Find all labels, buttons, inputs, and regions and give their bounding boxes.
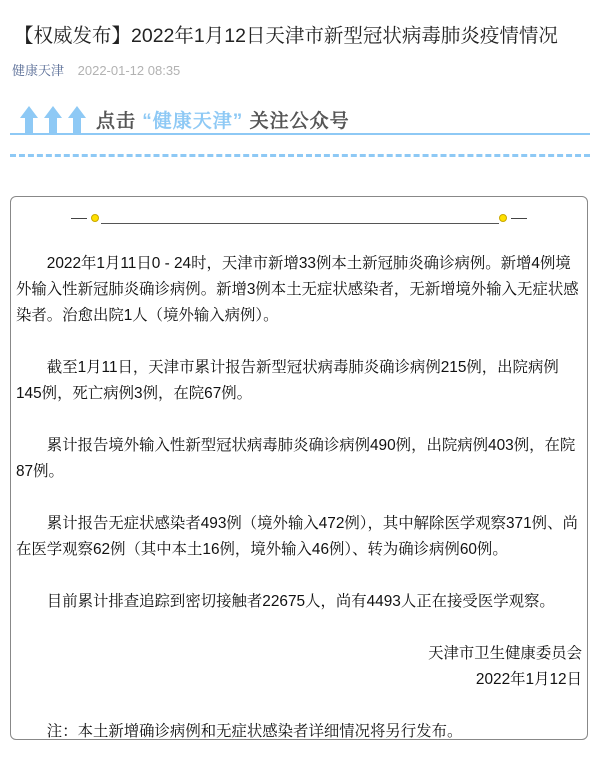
follow-prompt [96, 106, 350, 133]
dashed-divider [10, 154, 590, 157]
follow-prefix: 点击 [96, 111, 137, 132]
dot-left-icon [91, 214, 99, 222]
publish-time: 2022-01-12 08:35 [77, 63, 181, 78]
up-arrow-icon [20, 106, 38, 134]
paragraph: 累计报告境外输入性新型冠状病毒肺炎确诊病例490例，出院病例403例，在院87例。 [16, 437, 576, 480]
decorative-header-line [71, 211, 531, 227]
paragraph: 目前累计排查追踪到密切接触者22675人，尚有4493人正在接受医学观察。 [46, 593, 555, 610]
arrows-group [20, 106, 86, 134]
dash-left [71, 218, 87, 219]
account-name[interactable]: “健康天津” [142, 111, 244, 132]
announcement-body [16, 251, 584, 771]
author-link[interactable]: 健康天津 [12, 63, 65, 78]
paragraph: 累计报告无症状感染者493例（境外输入472例），其中解除医学观察371例、尚在医学观察62例（其中本土16例，境外输入46例）、转为确诊病例60例。 [16, 515, 578, 558]
signature-org: 天津市卫生健康委员会 [428, 645, 582, 662]
paragraph: 2022年1月11日0 - 24时，天津市新增33例本土新冠肺炎确诊病例。新增4例境外输入性新冠肺炎确诊病例。新增3例本土无症状感染者，无新增境外输入无症状感染者。治愈出院1人（境外输入病例）。 [16, 255, 579, 324]
article-title: 【权威发布】2022年1月12日天津市新型冠状病毒肺炎疫情情况 [14, 25, 558, 47]
article-meta [12, 60, 180, 79]
dash-right [511, 218, 527, 219]
follow-banner[interactable] [10, 100, 590, 170]
banner-underline [10, 133, 590, 135]
signature-date: 2022年1月12日 [475, 671, 582, 688]
dot-right-icon [499, 214, 507, 222]
footnote: 注：本土新增确诊病例和无症状感染者详细情况将另行发布。 [46, 723, 463, 740]
up-arrow-icon [44, 106, 62, 134]
paragraph: 截至1月11日，天津市累计报告新型冠状病毒肺炎确诊病例215例，出院病例145例，死亡病例3例，在院67例。 [16, 359, 559, 402]
up-arrow-icon [68, 106, 86, 134]
underline [101, 223, 499, 224]
follow-suffix: 关注公众号 [249, 111, 350, 132]
announcement-card [10, 196, 588, 740]
